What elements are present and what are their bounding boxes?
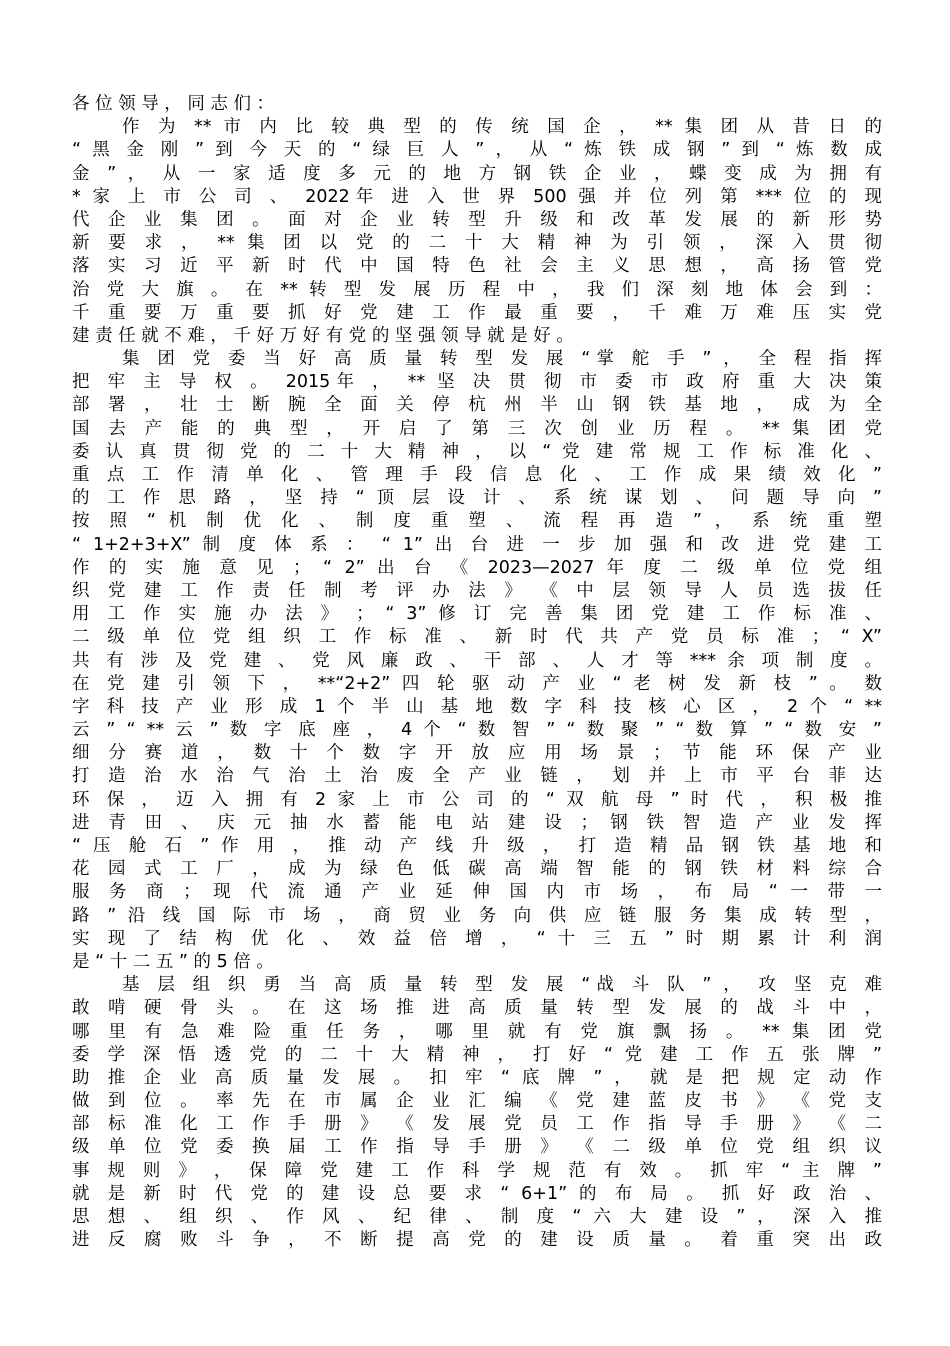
text-line: 细 分 赛 道 ， 数 十 个 数 字 开 放 应 用 场 景 ； 节 能 环 保 产 业 [72, 743, 882, 764]
text-line: 部 署 ， 壮 士 断 腕 全 面 关 停 杭 州 半 山 钢 铁 基 地 ， 成 为 全 [72, 395, 882, 416]
text-line: 进 青 田 、 庆 元 抽 水 蓄 能 电 站 建 设 ； 钢 铁 智 造 产 业 发 挥 [72, 812, 882, 833]
text-line: 服 务 商 ； 现 代 流 通 产 业 延 伸 国 内 市 场 ， 布 局 “ 一 带 一 [72, 882, 882, 903]
document-body [72, 93, 882, 1333]
text-line: 哪 里 有 急 难 险 重 任 务 ， 哪 里 就 有 党 旗 飘 扬 。 ** 集 团 党 [72, 1021, 882, 1042]
text-line: 在 党 建 引 领 下 ， **“2+2” 四 轮 驱 动 产 业 “ 老 树 发 新 枝 ” 。 数 [72, 673, 882, 694]
text-line: 路 ” 沿 线 国 际 市 场 ， 商 贸 业 务 向 供 应 链 服 务 集 成 转 型 ， [72, 905, 882, 926]
text-line: 打 造 治 水 治 气 治 土 治 废 全 产 业 链 ， 划 并 上 市 平 台 菲 达 [72, 766, 882, 787]
text-line: 云 ” “ ** 云 ” 数 字 底 座 ， 4 个 “ 数 智 ” “ 数 聚 ” “ 数 算 ” “ 数 安 ” [72, 720, 882, 741]
text-line: 的 工 作 思 路 ， 坚 持 “ 顶 层 设 计 、 系 统 谋 划 、 问 题 导 向 ” [72, 488, 882, 509]
text-line: 是 “ 十 二 五 ” 的 5 倍 。 [72, 951, 274, 972]
text-line: 新 要 求 ， ** 集 团 以 党 的 二 十 大 精 神 为 引 领 ， 深 入 贯 彻 [72, 233, 882, 254]
text-line: 委 认 真 贯 彻 党 的 二 十 大 精 神 ， 以 “ 党 建 常 规 工 作 标 准 化 、 [72, 441, 882, 462]
text-line: 字 科 技 产 业 形 成 1 个 半 山 基 地 数 字 科 技 核 心 区 ， 2 个 “ ** [72, 696, 882, 717]
text-line: 建 责 任 就 不 难 ， 千 好 万 好 有 党 的 坚 强 领 导 就 是 好 。 [72, 325, 574, 346]
salutation: 各 位 领 导 ， 同 志 们 ： [72, 94, 275, 114]
text-line: 代 企 业 集 团 。 面 对 企 业 转 型 升 级 和 改 革 发 展 的 新 形 势 [72, 209, 882, 230]
text-line: 国 去 产 能 的 典 型 ， 开 启 了 第 三 次 创 业 历 程 。 ** 集 团 党 [72, 418, 882, 439]
text-line: 就 是 新 时 代 党 的 建 设 总 要 求 “ 6+1” 的 布 局 。 抓 好 政 治 、 [72, 1183, 882, 1204]
text-line: 用 工 作 实 施 办 法 》 ； “ 3” 修 订 完 善 集 团 党 建 工 作 标 准 、 [72, 604, 882, 625]
text-line: 二 级 单 位 党 组 织 工 作 标 准 、 新 时 代 共 产 党 员 标 准 ； “ X” [72, 627, 882, 648]
text-line: 作 为 ** 市 内 比 较 典 型 的 传 统 国 企 ， ** 集 团 从 昔 日 的 [122, 117, 882, 138]
text-line: 落 实 习 近 平 新 时 代 中 国 特 色 社 会 主 义 思 想 ， 高 扬 管 党 [72, 256, 882, 277]
text-line: 环 保 ， 迈 入 拥 有 2 家 上 市 公 司 的 “ 双 航 母 ” 时 代 ， 积 极 推 [72, 789, 882, 810]
text-line: 千 重 要 万 重 要 抓 好 党 建 工 作 最 重 要 ， 千 难 万 难 压 实 党 [72, 302, 882, 323]
text-line: 治 党 大 旗 。 在 ** 转 型 发 展 历 程 中 ， 我 们 深 刻 地 体 会 到 ： [72, 279, 882, 300]
text-line: “ 黑 金 刚 ” 到 今 天 的 “ 绿 巨 人 ” ， 从 “ 炼 铁 成 钢 ” 到 “ 炼 数 成 [72, 140, 882, 161]
text-line: * 家 上 市 公 司 、 2022年 进 入 世 界 500 强 并 位 列 第 *** 位 的 现 [72, 186, 882, 207]
text-line: 实 现 了 结 构 优 化 、 效 益 倍 增 ， “ 十 三 五 ” 时 期 累 计 利 润 [72, 928, 882, 949]
text-line: 事 规 则 》 ， 保 障 党 建 工 作 科 学 规 范 有 效 。 抓 牢 “ 主 牌 ” [72, 1160, 882, 1181]
text-line: 部 标 准 化 工 作 手 册 》 《 发 展 党 员 工 作 指 导 手 册 》 《 二 [72, 1114, 882, 1135]
text-line: 重 点 工 作 清 单 化 、 管 理 手 段 信 息 化 、 工 作 成 果 绩 效 化 ” [72, 465, 882, 485]
text-line: 做 到 位 。 率 先 在 市 属 企 业 汇 编 《 党 建 蓝 皮 书 》 《 党 支 [72, 1091, 882, 1112]
text-line: 金 ” ， 从 一 家 适 度 多 元 的 地 方 钢 铁 企 业 ， 蝶 变 成 为 拥 有 [72, 163, 882, 184]
text-line: 级 单 位 党 委 换 届 工 作 指 导 手 册 》 《 二 级 单 位 党 组 织 议 [72, 1137, 882, 1158]
text-line: 作 的 实 施 意 见 ； “ 2” 出 台 《 2023—2027 年 度 二 级 单 位 党 组 [72, 557, 882, 578]
text-line: 助 推 企 业 高 质 量 发 展 。 扣 牢 “ 底 牌 ” ， 就 是 把 规 定 动 作 [72, 1067, 882, 1088]
text-line: “ 1+2+3+X” 制 度 体 系 ： “ 1” 出 台 进 一 步 加 强 和 改 进 党 建 工 [72, 534, 882, 555]
text-line: 共 有 涉 及 党 建 、 党 风 廉 政 、 干 部 、 人 才 等 *** 余 项 制 度 。 [72, 650, 882, 671]
text-line: 按 照 “ 机 制 优 化 、 制 度 重 塑 、 流 程 再 造 ” ， 系 统 重 塑 [72, 511, 882, 532]
text-line: 花 园 式 工 厂 ， 成 为 绿 色 低 碳 高 端 智 能 的 钢 铁 材 料 综 合 [72, 859, 882, 880]
text-line: 敢 啃 硬 骨 头 。 在 这 场 推 进 高 质 量 转 型 发 展 的 战 斗 中 ， [72, 998, 882, 1019]
text-line: 思 想 、 组 织 、 作 风 、 纪 律 、 制 度 “ 六 大 建 设 ” ， 深 入 推 [72, 1207, 882, 1227]
text-line: 把 牢 主 导 权 。 2015年 ， ** 坚 决 贯 彻 市 委 市 政 府 重 大 决 策 [72, 372, 882, 393]
text-line: 基 层 组 织 勇 当 高 质 量 转 型 发 展 “战 斗 队 ” ， 攻 坚 克 难 [122, 975, 882, 996]
text-line: 委 学 深 悟 透 党 的 二 十 大 精 神 ， 打 好 “ 党 建 工 作 五 张 牌 ” [72, 1044, 882, 1065]
text-line: “ 压 舱 石 ” 作 用 ， 推 动 产 线 升 级 ， 打 造 精 品 钢 铁 基 地 和 [72, 836, 882, 856]
text-line: 集 团 党 委 当 好 高 质 量 转 型 发 展 “掌 舵 手 ” ， 全 程 指 挥 [122, 349, 882, 370]
text-line: 织 党 建 工 作 责 任 制 考 评 办 法 》 《 中 层 领 导 人 员 选 拔 任 [72, 580, 882, 601]
text-line: 进 反 腐 败 斗 争 ， 不 断 提 高 党 的 建 设 质 量 。 着 重 突 出 政 [72, 1230, 882, 1251]
